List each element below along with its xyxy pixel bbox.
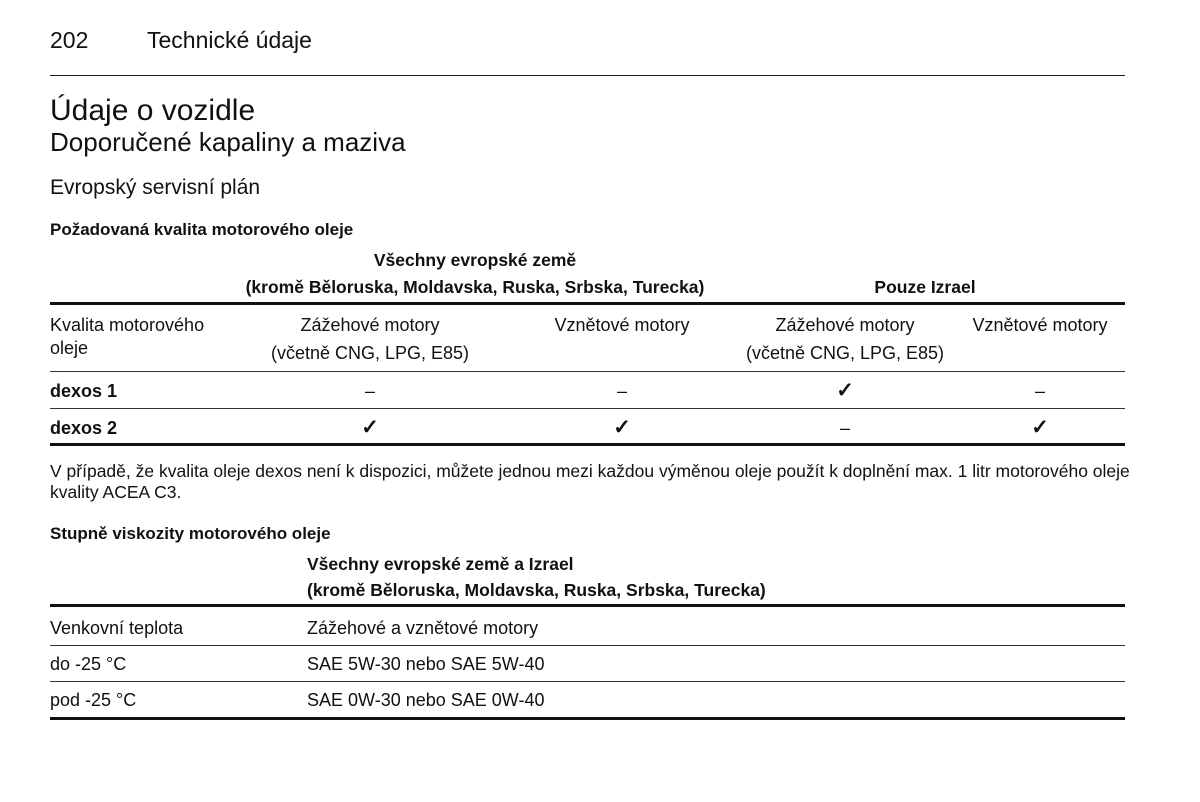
- viscosity-group-line1: Všechny evropské země a Izrael: [307, 554, 574, 574]
- oil-quality-heading: Požadovaná kvalita motorového oleje: [50, 220, 354, 239]
- row-divider: [50, 371, 1125, 372]
- col-diesel-eu: Vznětové motory: [554, 315, 690, 335]
- subsection-title: Evropský servisní plán: [50, 176, 261, 199]
- viscosity-group-line2: (kromě Běloruska, Moldavska, Ruska, Srbska, Turecka): [307, 580, 766, 600]
- col-petrol-il-line1: Zážehové motory: [775, 315, 915, 335]
- header-divider: [50, 75, 1125, 76]
- cell-value: –: [364, 381, 375, 401]
- row-header-line2: oleje: [50, 338, 89, 358]
- table-top-rule: [50, 302, 1125, 305]
- col-engines-header: Zážehové a vznětové motory: [307, 618, 539, 638]
- page-number: 202: [50, 27, 89, 53]
- table-top-rule: [50, 604, 1125, 607]
- cell-value: –: [1034, 381, 1045, 401]
- oil-grade-cell: SAE 0W-30 nebo SAE 0W-40: [307, 690, 545, 710]
- page-title: Údaje o vozidle: [50, 94, 256, 127]
- group-israel: Pouze Izrael: [874, 277, 976, 297]
- table-bottom-rule: [50, 717, 1125, 720]
- check-icon: ✓: [1031, 416, 1049, 439]
- cell-value: –: [616, 381, 627, 401]
- cell-value: –: [839, 418, 850, 438]
- group-europe-line1: Všechny evropské země: [373, 250, 577, 270]
- check-icon: ✓: [361, 416, 379, 439]
- note-paragraph: V případě, že kvalita oleje dexos není k dispozici, můžete jednou mezi každou výměnou oleje použít k doplnění max. 1 litr motorového oleje kvality ACEA C3.: [50, 461, 1130, 502]
- col-petrol-eu-line1: Zážehové motory: [300, 315, 440, 335]
- oil-grade-cell: SAE 5W-30 nebo SAE 5W-40: [307, 654, 545, 674]
- col-petrol-eu-line2: (včetně CNG, LPG, E85): [270, 343, 470, 363]
- temperature-cell: pod -25 °C: [50, 690, 137, 710]
- col-petrol-il-line2: (včetně CNG, LPG, E85): [745, 343, 945, 363]
- table-bottom-rule: [50, 443, 1125, 446]
- row-divider: [50, 645, 1125, 646]
- row-header-line1: Kvalita motorového: [50, 315, 205, 335]
- row-divider: [50, 681, 1125, 682]
- group-europe-line2: (kromě Běloruska, Moldavska, Ruska, Srbska, Turecka): [245, 277, 705, 297]
- section-title: Technické údaje: [147, 27, 312, 53]
- row-label: dexos 1: [50, 381, 118, 401]
- temperature-cell: do -25 °C: [50, 654, 127, 674]
- col-diesel-il: Vznětové motory: [972, 315, 1108, 335]
- viscosity-heading: Stupně viskozity motorového oleje: [50, 524, 331, 543]
- page-subtitle: Doporučené kapaliny a maziva: [50, 127, 406, 157]
- check-icon: ✓: [836, 379, 854, 402]
- check-icon: ✓: [613, 416, 631, 439]
- row-label: dexos 2: [50, 418, 118, 438]
- row-divider: [50, 408, 1125, 409]
- col-temperature-header: Venkovní teplota: [50, 618, 184, 638]
